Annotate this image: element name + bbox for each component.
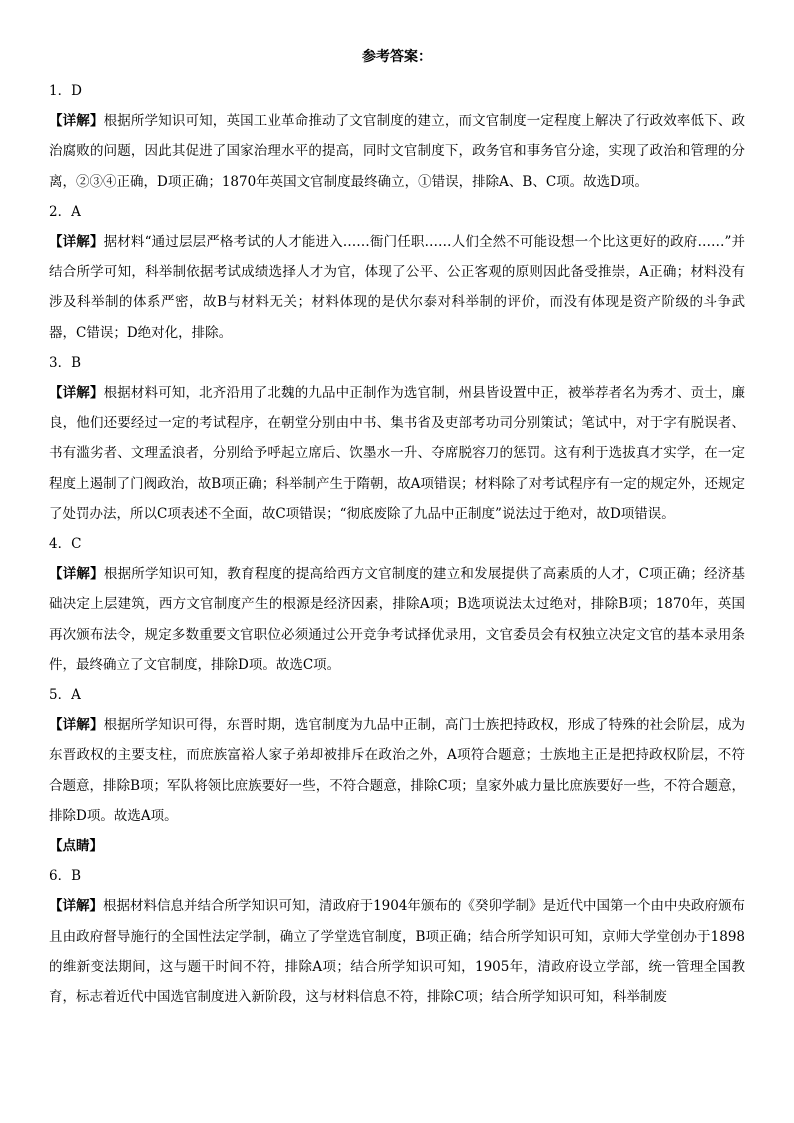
detail-tag: 【详解】 [49,385,104,402]
detail-tag: 【详解】 [49,717,104,734]
explanation-text: 根据所学知识可知，教育程度的提高给西方文官制度的建立和发展提供了高素质的人才，C项正确；经济基础决定上层建筑，西方文官制度产生的根源是经济因素，排除A项；B选项说法太过绝对，排除B项；1870年，英国再次颁布法令，规定多数重要文官职位必须通过公开竞争考试择优录用，文官委员会有权独立决定文官的基本录用条件，最终确立了文官制度，排除D项。故选C项。 [49,566,746,673]
answer-item-2 [49,197,745,348]
explanation-text: 根据材料信息并结合所学知识可知，清政府于1904年颁布的《癸卯学制》是近代中国第一个由中央政府颁布且由政府督导施行的全国性法定学制，确立了学堂选官制度，B项正确；结合所学知识可知，京师大学堂创办于1898的维新变法期间，这与题干时间不符，排除A项；结合所学知识可知，1905年，清政府设立学部，统一管理全国教育，标志着近代中国选官制度进入新阶段，这与材料信息不符，排除C项；结合所学知识可知，科举制废 [49,898,745,1006]
answer-number: 3．B [49,354,82,371]
answer-number: 4．C [49,536,82,553]
answer-list [49,76,745,1012]
explanation-text: 据材料“通过层层严格考试的人才能进入……衙门任职……人们全然不可能设想一个比这更好的政府……”并结合所学可知，科举制依据考试成绩选择人才为官，体现了公平、公正客观的原则因此备受推崇，A正确；材料没有涉及科举制的体系严密，故B与材料无关；材料体现的是伏尔泰对科举制的评价，而没有体现是资产阶级的斗争武器，C错误；D绝对化，排除。 [49,234,746,341]
explanation-text: 根据所学知识可知，英国工业革命推动了文官制度的建立，而文官制度一定程度上解决了行政效率低下、政治腐败的问题，因此其促进了国家治理水平的提高，同时文官制度下，政务官和事务官分途，实现了政治和管理的分离，②③④正确，D项正确；1870年英国文官制度最终确立，①错误，排除A、B、C项。故选D项。 [49,113,746,190]
answer-item-1 [49,76,745,197]
explanation-paragraph [49,559,745,680]
explanation-paragraph [49,106,745,197]
detail-tag: 【详解】 [49,234,104,251]
answer-number: 5．A [49,687,81,704]
explanation-paragraph [49,227,745,348]
answer-item-4 [49,529,745,680]
answer-number: 2．A [49,203,81,220]
detail-tag: 【详解】 [49,898,104,915]
answer-item-5 [49,680,745,861]
explanation-paragraph [49,710,745,831]
key-point-tag: 【点睛】 [49,838,103,855]
explanation-text: 根据所学知识可得，东晋时期，选官制度为九品中正制，高门士族把持政权，形成了特殊的社会阶层，成为东晋政权的主要支柱，而庶族富裕人家子弟却被排斥在政治之外，A项符合题意；士族地主正是把持政权阶层，不符合题意，排除B项；军队将领比庶族要好一些，不符合题意，排除C项；皇家外戚力量比庶族要好一些，不符合题意，排除D项。故选A项。 [49,717,746,824]
answer-item-3 [49,348,745,529]
explanation-text: 根据材料可知，北齐沿用了北魏的九品中正制作为选官制，州县皆设置中正，被举荐者名为秀才、贡士，廉良，他们还要经过一定的考试程序，在朝堂分别由中书、集书省及吏部考功司分别策试；笔试中，对于字有脱误者、书有滥劣者、文理孟浪者，分别给予呼起立席后、饮墨水一升、夺席脱容刀的惩罚。这有利于选拔真才实学，在一定程度上遏制了门阀政治，故B项正确；科举制产生于隋朝，故A项错误；材料除了对考试程序有一定的规定外，还规定了处罚办法，所以C项表述不全面，故C项错误；“彻底废除了九品中正制度”说法过于绝对，故D项错误。 [49,385,746,522]
detail-tag: 【详解】 [49,113,104,130]
explanation-paragraph [49,891,745,1012]
answer-number: 1．D [49,83,82,99]
answer-number: 6．B [49,868,82,885]
detail-tag: 【详解】 [49,566,104,583]
answer-item-6 [49,861,745,1012]
page-title: 参考答案： [362,49,432,65]
explanation-paragraph [49,378,745,529]
